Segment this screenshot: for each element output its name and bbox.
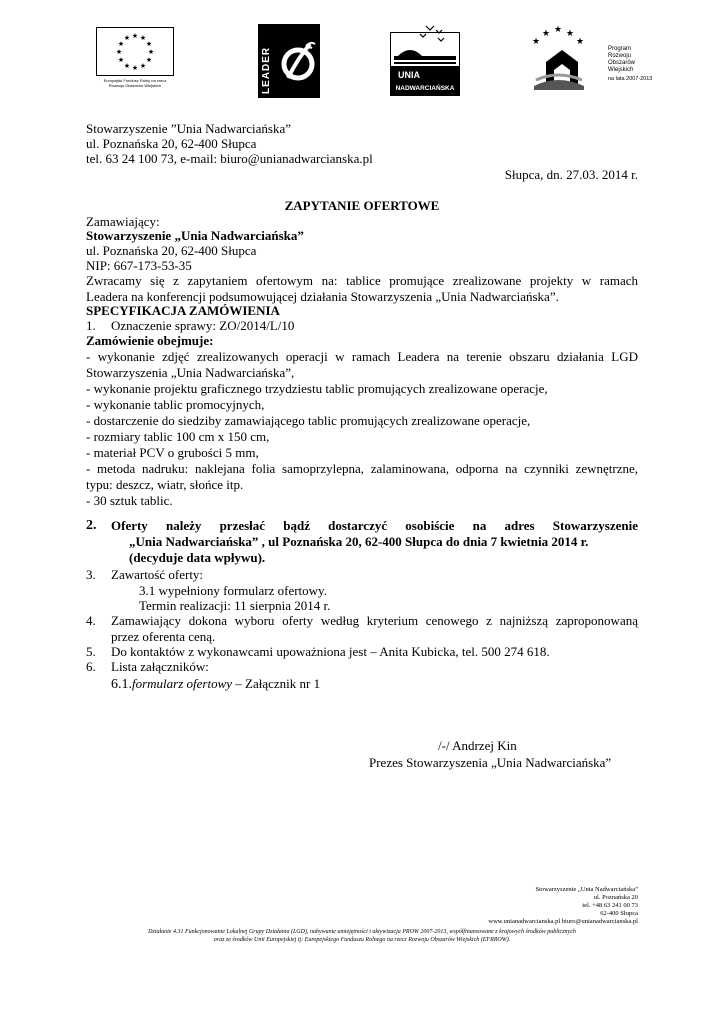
item-4-line: Zamawiający dokona wyboru oferty według kryterium cenowego z najniższą zaproponowaną bbox=[111, 613, 638, 628]
svg-text:★: ★ bbox=[145, 57, 153, 64]
svg-text:★: ★ bbox=[532, 36, 541, 46]
eu-logo bbox=[96, 27, 174, 91]
prow-line: Wiejskich bbox=[608, 67, 634, 73]
eu-caption-line: Europejski Fundusz Rolny na rzecz bbox=[103, 78, 167, 83]
svg-text:★: ★ bbox=[145, 41, 153, 48]
footer-funding-line: oraz ze środków Unii Europejskiej tj: Europejskiego Funduszu Rolnego na rzecz Rozwoju Obszarów Wiejskich (EFRROW). bbox=[213, 937, 511, 943]
sender-address: ul. Poznańska 20, 62-400 Słupca bbox=[86, 136, 257, 151]
client-nip: NIP: 667-173-53-35 bbox=[86, 258, 192, 273]
client-address: ul. Poznańska 20, 62-400 Słupca bbox=[86, 243, 257, 258]
prow-logo bbox=[528, 24, 653, 94]
svg-text:★: ★ bbox=[147, 49, 155, 56]
sender-name: Stowarzyszenie ”Unia Nadwarciańska” bbox=[86, 121, 292, 136]
scope-line: - wykonanie projektu graficznego trzydziestu tablic promujących zrealizowane operacje, bbox=[86, 381, 548, 396]
scope-line: typu: deszcz, wiatr, słońce itp. bbox=[86, 477, 244, 492]
scope-line: - wykonanie tablic promocyjnych, bbox=[86, 397, 265, 412]
footer-contact-line: Stowarzyszenie „Unia Nadwarciańska” bbox=[535, 886, 638, 893]
scope-heading: Zamówienie obejmuje: bbox=[86, 333, 214, 348]
item-3-sub-2: Termin realizacji: 11 sierpnia 2014 r. bbox=[139, 598, 331, 613]
item-6-num: 6. bbox=[86, 659, 96, 674]
spec-item-1-text: Oznaczenie sprawy: ZO/2014/L/10 bbox=[111, 318, 295, 333]
unia-nadwarcianska-emblem-icon bbox=[390, 22, 460, 96]
intro-line: Zwracamy się z zapytaniem ofertowym na: tablice promujące zrealizowane projekty w ramach bbox=[86, 273, 638, 288]
prow-emblem-icon bbox=[528, 24, 653, 94]
signature-name: /-/ Andrzej Kin bbox=[438, 738, 517, 753]
prow-line: Program bbox=[608, 46, 632, 52]
signature-role: Prezes Stowarzyszenia „Unia Nadwarciańska” bbox=[369, 755, 612, 770]
footer-contact-block bbox=[488, 886, 638, 926]
footer-funding-note bbox=[0, 928, 724, 944]
scope-line: - 30 sztuk tablic. bbox=[86, 493, 173, 508]
item-2-line: (decyduje data wpływu). bbox=[129, 550, 266, 565]
leader-emblem-icon bbox=[258, 24, 320, 98]
footer-contact-line: ul. Poznańska 20 bbox=[593, 894, 638, 901]
item-5-num: 5. bbox=[86, 644, 96, 659]
svg-text:★: ★ bbox=[115, 49, 123, 56]
client-label: Zamawiający: bbox=[86, 214, 160, 229]
unia-nadwarcianska-logo bbox=[390, 22, 460, 96]
document-title: ZAPYTANIE OFERTOWE bbox=[284, 198, 440, 213]
svg-text:★: ★ bbox=[554, 24, 563, 34]
spec-heading: SPECYFIKACJA ZAMÓWIENIA bbox=[86, 303, 280, 318]
svg-text:★: ★ bbox=[117, 57, 125, 64]
item-6-text: Lista załączników: bbox=[111, 659, 209, 674]
svg-text:★: ★ bbox=[566, 28, 575, 38]
leader-wordmark: LEADER bbox=[261, 46, 272, 94]
footer-contact-line: www.unianadwarcianska.pl biuro@unianadwarcianska.pl bbox=[488, 918, 638, 925]
item-2-line: „Unia Nadwarciańska” , ul Poznańska 20, 62-400 Słupca do dnia 7 kwietnia 2014 r. bbox=[129, 534, 589, 549]
svg-text:★: ★ bbox=[542, 28, 551, 38]
scope-line: - dostarczenie do siedziby zamawiającego tablic promujących zrealizowane operacje, bbox=[86, 413, 531, 428]
item-2-num: 2. bbox=[86, 518, 97, 533]
item-2 bbox=[111, 518, 638, 566]
scope-line: Stowarzyszenia „Unia Nadwarciańska”, bbox=[86, 365, 295, 380]
scope-line: - metoda nadruku: naklejana folia samoprzylepna, zalaminowana, odporna na czynniki zewnętrzne, bbox=[86, 461, 638, 476]
scope-line: - rozmiary tablic 100 cm x 150 cm, bbox=[86, 429, 270, 444]
item-5-text: Do kontaktów z wykonawcami upoważniona jest – Anita Kubicka, tel. 500 274 618. bbox=[111, 644, 550, 659]
scope-list bbox=[86, 349, 638, 509]
client-name: Stowarzyszenie „Unia Nadwarciańska” bbox=[86, 228, 304, 243]
svg-text:★: ★ bbox=[131, 65, 139, 72]
item-2-line: Oferty należy przesłać bądź dostarczyć osobiście na adres Stowarzyszenie bbox=[111, 518, 638, 533]
item-3-text: Zawartość oferty: bbox=[111, 567, 204, 582]
item-3-sub-1: 3.1 wypełniony formularz ofertowy. bbox=[139, 583, 327, 598]
svg-text:★: ★ bbox=[576, 36, 585, 46]
place-date: Słupca, dn. 27.03. 2014 r. bbox=[504, 167, 638, 182]
attachment-line bbox=[111, 676, 320, 693]
svg-text:★: ★ bbox=[139, 63, 147, 70]
svg-text:★: ★ bbox=[117, 41, 125, 48]
logo-text-unia: UNIA bbox=[398, 70, 420, 80]
item-4-num: 4. bbox=[86, 613, 96, 628]
svg-text:★: ★ bbox=[131, 33, 139, 40]
item-4-line: przez oferenta ceną. bbox=[111, 629, 216, 644]
leader-logo bbox=[258, 24, 320, 98]
item-3-num: 3. bbox=[86, 567, 96, 582]
attachment-name: formularz ofertowy bbox=[132, 676, 233, 691]
attachment-number: 6.1. bbox=[111, 677, 132, 692]
intro-line: Leadera na konferencji podsumowującej działania Stowarzyszenia „Unia Nadwarciańska”. bbox=[86, 289, 559, 304]
logo-text-nadwarcianska: NADWARCIAŃSKA bbox=[395, 85, 455, 92]
item-4 bbox=[111, 613, 638, 645]
svg-text:★: ★ bbox=[123, 35, 131, 42]
prow-line: Obszarów bbox=[608, 60, 636, 66]
sender-contact: tel. 63 24 100 73, e-mail: biuro@unianadwarcianska.pl bbox=[86, 151, 373, 166]
intro-paragraph bbox=[86, 273, 638, 304]
scope-line: - wykonanie zdjęć zrealizowanych operacji w ramach Leadera na terenie obszaru działania LGD bbox=[86, 349, 638, 364]
footer-contact-line: tel. +48 63 241 00 73 bbox=[582, 902, 638, 909]
svg-text:★: ★ bbox=[139, 35, 147, 42]
prow-line: Rozwoju bbox=[608, 53, 632, 59]
eu-caption bbox=[96, 78, 174, 88]
spec-item-1-num: 1. bbox=[86, 318, 96, 333]
eu-caption-line: Rozwoju Obszarów Wiejskich bbox=[108, 83, 162, 88]
prow-line: na lata 2007-2013 bbox=[608, 76, 653, 82]
svg-text:★: ★ bbox=[123, 63, 131, 70]
footer-funding-line: Działanie 4.31 Funkcjonowanie Lokalnej Grupy Działania (LGD), nabywanie umiejętności i aktywizacja PROW 2007-2013, współfinansowane z krajowych środków publicznych bbox=[148, 929, 576, 935]
footer-contact-line: 62-400 Słupca bbox=[600, 910, 638, 917]
attachment-label: – Załącznik nr 1 bbox=[232, 676, 321, 691]
scope-line: - materiał PCV o grubości 5 mm, bbox=[86, 445, 259, 460]
